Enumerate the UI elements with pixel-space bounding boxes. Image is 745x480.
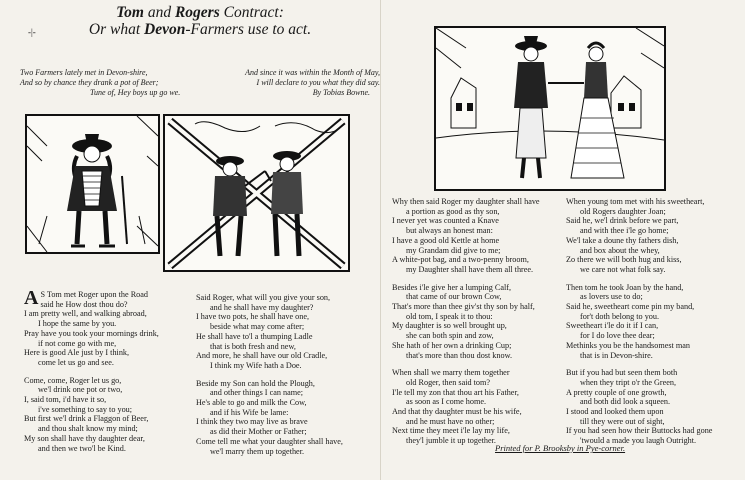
verse-line: Come tell me what your daughter shall have,	[196, 436, 343, 446]
courting-couple-image	[436, 28, 664, 189]
verse-line: and both did look a squeen.	[580, 397, 671, 407]
verse-line: i've something to say to you;	[38, 404, 133, 414]
verse-line: and other things I can name;	[210, 388, 303, 398]
verse-line: that is in Devon-shire.	[580, 350, 653, 360]
verse-line: When shall we marry them together	[392, 368, 510, 378]
title-contract: Contract:	[219, 4, 284, 21]
verse-line: Why then said Roger my daughter shall have	[392, 197, 540, 206]
title-line-1	[60, 4, 340, 21]
verse-line: She hath of her own a drinking Cup;	[392, 340, 512, 350]
verse-line: Said Roger, what will you give your son,	[196, 293, 331, 302]
verse-stanza	[196, 293, 343, 371]
verse-stanza	[392, 283, 540, 361]
verse-line: and he shall have my daughter?	[210, 302, 314, 312]
verse-line: and box about the whey,	[580, 245, 660, 255]
intro-line: And since it was within the Month of May,	[245, 68, 380, 77]
verse-stanza	[392, 197, 540, 275]
verse-line: I have two pots, he shall have one,	[196, 312, 310, 322]
verse-line: Said he, sweetheart come pin my band,	[566, 302, 695, 312]
intro-verse	[20, 68, 380, 88]
verse-line: When young tom met with his sweetheart,	[566, 197, 705, 206]
verse-line: that is both fresh and new,	[210, 341, 296, 351]
woodcut-gentleman	[25, 114, 160, 254]
verse-line: But if you had but seen them both	[566, 368, 678, 378]
verse-line: I think my Wife hath a Doe.	[210, 360, 302, 370]
drop-cap: A	[24, 287, 39, 309]
crop-mark: -|-	[28, 27, 36, 37]
verse-line: I hope the same by you.	[38, 319, 117, 329]
verse-line: Besides i'le give her a lumping Calf,	[392, 282, 512, 292]
verse-line: Then tom he took Joan by the hand,	[566, 282, 684, 292]
verse-line: a portion as good as thy son,	[406, 206, 500, 216]
verse-line: He shall have to'l a thumping Ladle	[196, 331, 313, 341]
verse-line: Sweetheart i'le do it if I can,	[566, 321, 659, 331]
woodcut-couple	[434, 26, 666, 191]
verse-line: Said he, we'l drink before we part,	[566, 216, 679, 226]
verse-line: Pray have you took your mornings drink,	[24, 328, 159, 338]
verse-line: they'l jumble it up together.	[406, 436, 496, 446]
verse-line: I think they two may live as brave	[196, 417, 308, 427]
verse-stanza	[24, 287, 159, 368]
verse-line: We'l take a doune thy fathers dish,	[566, 235, 679, 245]
verse-line: If you had seen how their Buttocks had gone	[566, 426, 713, 436]
title-and: and	[143, 4, 175, 21]
verse-line: Methinks you be the handsomest man	[566, 340, 690, 350]
verse-line: and if his Wife be lame:	[210, 407, 289, 417]
verse-line: Here is good Ale just by I think,	[24, 348, 130, 358]
gentleman-figure-image	[27, 116, 158, 252]
verse-line: Zo there we will both hug and kiss,	[566, 255, 682, 265]
verse-line: and with thee i'le go home;	[580, 226, 669, 236]
verse-line: and he must have no other;	[406, 416, 495, 426]
verse-line: I stood and looked them upon	[566, 407, 664, 417]
verse-line: said he How dost thou do?	[40, 299, 128, 309]
title-line-2	[60, 21, 340, 38]
verse-column-4	[566, 197, 712, 446]
verse-line: And that thy daughter must be his wife,	[392, 407, 522, 417]
verse-line: as did their Mother or Father;	[210, 427, 307, 437]
verse-column-3	[392, 197, 540, 446]
verse-line: as soon as I come home.	[406, 397, 487, 407]
verse-line: That's more than thee giv'st thy son by half,	[392, 302, 535, 312]
verse-line: My son shall have thy daughter dear,	[24, 433, 145, 443]
intro-line: I will declare to you what they did say.	[256, 78, 380, 87]
verse-line: that's more than thou dost know.	[406, 350, 513, 360]
verse-column-1	[24, 287, 159, 453]
verse-line: 'twould a made you laugh Outright.	[580, 436, 697, 446]
verse-stanza	[566, 283, 712, 361]
tune-name: Tune of, Hey boys up go we.	[90, 88, 181, 97]
intro-line: Two Farmers lately met in Devon-shire,	[20, 68, 148, 77]
verse-line: He's able to go and milk the Cow,	[196, 398, 307, 408]
verse-column-2	[196, 293, 343, 456]
verse-line: that came of our brown Cow,	[406, 292, 502, 302]
intro-line: And so by chance they drank a pot of Beer;	[20, 78, 159, 87]
ballad-title	[60, 4, 340, 38]
verse-line: S Tom met Roger upon the Road	[40, 290, 148, 299]
verse-line: and then we two'l be Kind.	[38, 443, 126, 453]
verse-stanza	[566, 197, 712, 275]
verse-line: my Daughter shall have them all three.	[406, 264, 534, 274]
verse-line: I never yet was counted a Knave	[392, 216, 499, 226]
verse-line: beside what may come after;	[210, 322, 305, 332]
verse-line: old Roger, then said tom?	[406, 377, 491, 387]
author-name: By Tobias Bowne.	[312, 88, 370, 97]
verse-line: And more, he shall have our old Cradle,	[196, 351, 328, 361]
verse-line: we'l drink one pot or two,	[38, 385, 123, 395]
verse-line: My daughter is so well brought up,	[392, 321, 507, 331]
title-devon: Devon	[144, 21, 186, 38]
title-or-what: Or what	[88, 21, 145, 38]
tune-line	[90, 88, 370, 97]
title-farmers: -Farmers use to act.	[185, 21, 312, 38]
verse-line: my Grandam did give to me;	[406, 245, 501, 255]
verse-stanza	[566, 368, 712, 446]
verse-line: and thou shalt know my mind;	[38, 424, 138, 434]
verse-stanza	[196, 379, 343, 457]
farmers-meeting-image	[165, 116, 348, 270]
verse-line: I, said tom, i'd have it so,	[24, 395, 107, 405]
verse-line: I am pretty well, and walking abroad,	[24, 309, 147, 319]
verse-line: till they were out of sight,	[580, 416, 665, 426]
verse-line: for't doth belong to you.	[580, 311, 660, 321]
verse-line: Beside my Son can hold the Plough,	[196, 378, 315, 388]
verse-line: but always an honest man:	[406, 226, 493, 236]
verse-line: old Rogers daughter Joan;	[580, 206, 666, 216]
verse-line: when they tript o'r the Green,	[580, 377, 677, 387]
verse-line: But first we'l drink a Flaggon of Beer,	[24, 414, 149, 424]
verse-line: A pretty couple of one growth,	[566, 387, 667, 397]
verse-stanza	[24, 376, 159, 454]
verse-line: for I do love thee dear;	[580, 331, 655, 341]
verse-line: I have a good old Kettle at home	[392, 235, 500, 245]
title-name-rogers: Rogers	[174, 4, 220, 21]
verse-line: A white-pot bag, and a two-penny broom,	[392, 255, 529, 265]
verse-line: as lovers use to do;	[580, 292, 643, 302]
woodcut-two-farmers	[163, 114, 350, 272]
page-fold	[380, 0, 381, 480]
verse-line: I'le tell my zon that thou art his Father,	[392, 387, 519, 397]
verse-line: we care not what folk say.	[580, 264, 666, 274]
verse-line: she can both spin and zow,	[406, 331, 494, 341]
verse-line: if not come go with me,	[38, 338, 117, 348]
verse-line: come let us go and see.	[38, 357, 114, 367]
verse-line: we'l marry them up together.	[210, 446, 305, 456]
verse-line: Next time they meet i'le lay my life,	[392, 426, 510, 436]
verse-line: old tom, I speak it to thou:	[406, 311, 493, 321]
verse-line: Come, come, Roger let us go,	[24, 375, 122, 385]
verse-stanza	[392, 368, 540, 446]
title-name-tom: Tom	[116, 4, 144, 21]
printer-imprint: Printed for P. Brooksby in Pye-corner.	[495, 443, 626, 453]
